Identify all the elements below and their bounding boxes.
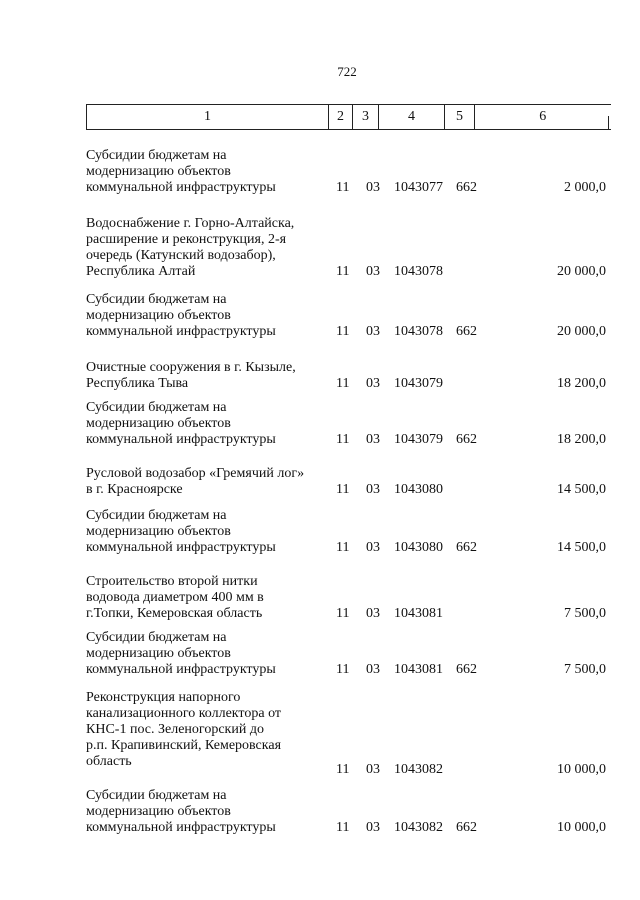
header-col-4: 4 [379, 105, 445, 130]
table-row [86, 148, 610, 196]
row-amount: 14 500,0 [557, 482, 606, 497]
row-expense-type: 662 [456, 662, 477, 677]
row-description: Реконструкция напорного канализационного коллектора от КНС-1 пос. Зеленогорский до р.п. Крапивинский, Кемеровская область [86, 690, 282, 769]
row-amount: 2 000,0 [564, 180, 606, 195]
row-section: 11 [336, 762, 350, 777]
row-section: 11 [336, 540, 350, 555]
row-subsection: 03 [366, 432, 380, 447]
row-target-code: 1043077 [394, 180, 443, 195]
row-section: 11 [336, 482, 350, 497]
row-target-code: 1043079 [394, 432, 443, 447]
header-col-2: 2 [329, 105, 353, 130]
row-description: Субсидии бюджетам на модернизацию объектов коммунальной инфраструктуры [86, 630, 276, 677]
row-subsection: 03 [366, 762, 380, 777]
row-target-code: 1043080 [394, 540, 443, 555]
row-section: 11 [336, 376, 350, 391]
table-row [86, 690, 610, 778]
table-row [86, 400, 610, 448]
row-amount: 7 500,0 [564, 606, 606, 621]
table-row [86, 630, 610, 678]
table-row [86, 788, 610, 836]
row-amount: 10 000,0 [557, 820, 606, 835]
row-description: Субсидии бюджетам на модернизацию объектов коммунальной инфраструктуры [86, 508, 276, 555]
table-row [86, 216, 610, 280]
row-expense-type: 662 [456, 432, 477, 447]
row-amount: 18 200,0 [557, 376, 606, 391]
row-expense-type: 662 [456, 324, 477, 339]
row-section: 11 [336, 432, 350, 447]
row-amount: 10 000,0 [557, 762, 606, 777]
row-section: 11 [336, 606, 350, 621]
row-subsection: 03 [366, 540, 380, 555]
row-description: Русловой водозабор «Гремячий лог» в г. Красноярске [86, 466, 305, 497]
header-col-1: 1 [87, 105, 329, 130]
row-target-code: 1043078 [394, 264, 443, 279]
row-target-code: 1043079 [394, 376, 443, 391]
row-amount: 20 000,0 [557, 264, 606, 279]
row-description: Очистные сооружения в г. Кызыле, Республика Тыва [86, 360, 296, 391]
header-col-6: 6 [475, 105, 611, 130]
table-row [86, 574, 610, 622]
row-subsection: 03 [366, 376, 380, 391]
row-target-code: 1043080 [394, 482, 443, 497]
row-description: Субсидии бюджетам на модернизацию объектов коммунальной инфраструктуры [86, 400, 276, 447]
row-description: Водоснабжение г. Горно-Алтайска, расширение и реконструкция, 2-я очередь (Катунский водозабор), Республика Алтай [86, 216, 295, 279]
row-description: Субсидии бюджетам на модернизацию объектов коммунальной инфраструктуры [86, 788, 276, 835]
row-section: 11 [336, 662, 350, 677]
row-target-code: 1043081 [394, 662, 443, 677]
table-row [86, 360, 610, 392]
row-description: Субсидии бюджетам на модернизацию объектов коммунальной инфраструктуры [86, 148, 276, 195]
row-subsection: 03 [366, 662, 380, 677]
row-subsection: 03 [366, 324, 380, 339]
row-target-code: 1043081 [394, 606, 443, 621]
row-section: 11 [336, 324, 350, 339]
row-subsection: 03 [366, 264, 380, 279]
row-subsection: 03 [366, 606, 380, 621]
page-number: 722 [337, 64, 357, 79]
row-target-code: 1043082 [394, 762, 443, 777]
row-amount: 7 500,0 [564, 662, 606, 677]
row-amount: 14 500,0 [557, 540, 606, 555]
row-expense-type: 662 [456, 180, 477, 195]
table-row [86, 292, 610, 340]
header-col-5: 5 [445, 105, 475, 130]
row-target-code: 1043082 [394, 820, 443, 835]
row-subsection: 03 [366, 180, 380, 195]
row-expense-type: 662 [456, 820, 477, 835]
row-subsection: 03 [366, 820, 380, 835]
table-row [86, 466, 610, 498]
row-amount: 20 000,0 [557, 324, 606, 339]
row-description: Субсидии бюджетам на модернизацию объектов коммунальной инфраструктуры [86, 292, 276, 339]
row-amount: 18 200,0 [557, 432, 606, 447]
row-section: 11 [336, 820, 350, 835]
row-expense-type: 662 [456, 540, 477, 555]
row-section: 11 [336, 180, 350, 195]
row-section: 11 [336, 264, 350, 279]
row-subsection: 03 [366, 482, 380, 497]
header-col-3: 3 [353, 105, 379, 130]
row-description: Строительство второй нитки водовода диаметром 400 мм в г.Топки, Кемеровская область [86, 574, 264, 621]
row-target-code: 1043078 [394, 324, 443, 339]
table-row [86, 508, 610, 556]
